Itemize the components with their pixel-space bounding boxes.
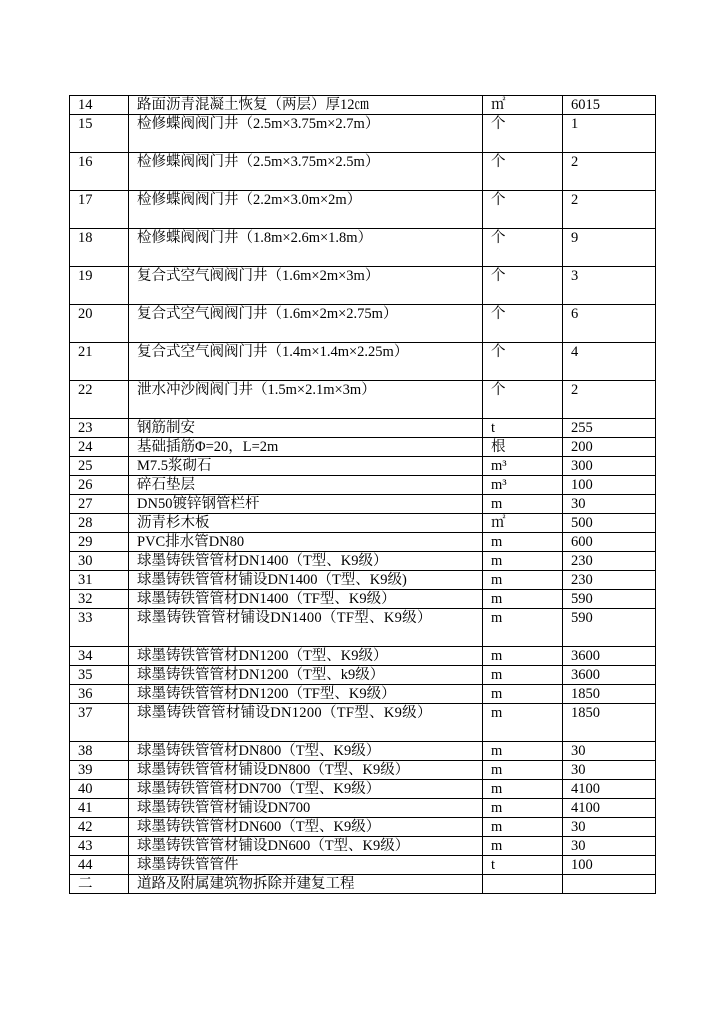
table-body	[70, 96, 656, 894]
unit-cell: m	[483, 647, 563, 666]
item-number-cell: 34	[70, 647, 129, 666]
item-number-cell: 18	[70, 229, 129, 267]
item-number-cell: 24	[70, 438, 129, 457]
unit-cell: m	[483, 818, 563, 837]
item-name-cell: 复合式空气阀阀门井（1.4m×1.4m×2.25m）	[129, 343, 483, 381]
unit-cell: m	[483, 609, 563, 647]
unit-cell: m	[483, 590, 563, 609]
quantity-cell: 230	[563, 552, 656, 571]
table-row	[70, 438, 656, 457]
item-number-cell: 31	[70, 571, 129, 590]
table-row	[70, 153, 656, 191]
quantity-cell: 1850	[563, 685, 656, 704]
table-row	[70, 590, 656, 609]
unit-cell	[483, 875, 563, 894]
quantity-cell: 2	[563, 191, 656, 229]
item-name-cell: 球墨铸铁管管件	[129, 856, 483, 875]
unit-cell: m	[483, 761, 563, 780]
table-row	[70, 685, 656, 704]
item-number-cell: 36	[70, 685, 129, 704]
quantity-cell: 2	[563, 381, 656, 419]
quantity-cell: 6015	[563, 96, 656, 115]
quantity-cell: 30	[563, 837, 656, 856]
unit-cell: m	[483, 837, 563, 856]
quantity-cell: 100	[563, 856, 656, 875]
item-name-cell: 球墨铸铁管管材DN600（T型、K9级）	[129, 818, 483, 837]
item-number-cell: 29	[70, 533, 129, 552]
table-row	[70, 780, 656, 799]
item-name-cell: M7.5浆砌石	[129, 457, 483, 476]
table-row	[70, 495, 656, 514]
item-name-cell: 复合式空气阀阀门井（1.6m×2m×2.75m）	[129, 305, 483, 343]
unit-cell: 个	[483, 305, 563, 343]
unit-cell: m	[483, 704, 563, 742]
table-row	[70, 191, 656, 229]
item-number-cell: 37	[70, 704, 129, 742]
quantity-cell	[563, 875, 656, 894]
table-row	[70, 96, 656, 115]
item-number-cell: 39	[70, 761, 129, 780]
quantity-cell: 600	[563, 533, 656, 552]
unit-cell: m	[483, 495, 563, 514]
table-row	[70, 647, 656, 666]
item-number-cell: 41	[70, 799, 129, 818]
table-row	[70, 742, 656, 761]
quantity-cell: 3	[563, 267, 656, 305]
item-number-cell: 17	[70, 191, 129, 229]
unit-cell: 个	[483, 153, 563, 191]
table-row	[70, 457, 656, 476]
table-row	[70, 514, 656, 533]
item-name-cell: 球墨铸铁管管材DN800（T型、K9级）	[129, 742, 483, 761]
item-number-cell: 26	[70, 476, 129, 495]
item-number-cell: 25	[70, 457, 129, 476]
item-number-cell: 33	[70, 609, 129, 647]
unit-cell: t	[483, 856, 563, 875]
unit-cell: m	[483, 799, 563, 818]
item-name-cell: 基础插筋Φ=20，L=2m	[129, 438, 483, 457]
unit-cell: 根	[483, 438, 563, 457]
quantity-cell: 1	[563, 115, 656, 153]
unit-cell: 个	[483, 115, 563, 153]
quantity-cell: 255	[563, 419, 656, 438]
item-name-cell: 球墨铸铁管管材DN1400（TF型、K9级）	[129, 590, 483, 609]
table-row	[70, 856, 656, 875]
table-row	[70, 115, 656, 153]
table-row	[70, 476, 656, 495]
item-number-cell: 32	[70, 590, 129, 609]
table-row	[70, 229, 656, 267]
item-name-cell: 检修蝶阀阀门井（1.8m×2.6m×1.8m）	[129, 229, 483, 267]
table-row	[70, 305, 656, 343]
table-row	[70, 837, 656, 856]
item-name-cell: 复合式空气阀阀门井（1.6m×2m×3m）	[129, 267, 483, 305]
quantity-cell: 100	[563, 476, 656, 495]
unit-cell: t	[483, 419, 563, 438]
table-row	[70, 267, 656, 305]
unit-cell: m³	[483, 476, 563, 495]
table-row	[70, 704, 656, 742]
item-name-cell: 球墨铸铁管管材DN1200（T型、k9级）	[129, 666, 483, 685]
quantity-cell: 9	[563, 229, 656, 267]
quantity-cell: 6	[563, 305, 656, 343]
item-number-cell: 21	[70, 343, 129, 381]
quantity-cell: 3600	[563, 666, 656, 685]
item-number-cell: 二	[70, 875, 129, 894]
item-name-cell: PVC排水管DN80	[129, 533, 483, 552]
unit-cell: m	[483, 666, 563, 685]
item-name-cell: 球墨铸铁管管材铺设DN1400（T型、K9级)	[129, 571, 483, 590]
item-name-cell: 球墨铸铁管管材铺设DN600（T型、K9级）	[129, 837, 483, 856]
unit-cell: 个	[483, 191, 563, 229]
unit-cell: m	[483, 780, 563, 799]
quantity-cell: 1850	[563, 704, 656, 742]
item-name-cell: 道路及附属建筑物拆除并建复工程	[129, 875, 483, 894]
item-name-cell: 路面沥青混凝土恢复（两层）厚12㎝	[129, 96, 483, 115]
table-row	[70, 799, 656, 818]
quantity-cell: 590	[563, 590, 656, 609]
unit-cell: ㎡	[483, 514, 563, 533]
item-number-cell: 42	[70, 818, 129, 837]
item-name-cell: 球墨铸铁管管材铺设DN800（T型、K9级）	[129, 761, 483, 780]
table-row	[70, 875, 656, 894]
item-number-cell: 44	[70, 856, 129, 875]
table-row	[70, 419, 656, 438]
table-row	[70, 761, 656, 780]
unit-cell: m	[483, 685, 563, 704]
quantity-cell: 4100	[563, 799, 656, 818]
item-name-cell: 球墨铸铁管管材DN1200（T型、K9级）	[129, 647, 483, 666]
item-number-cell: 16	[70, 153, 129, 191]
quantity-cell: 2	[563, 153, 656, 191]
unit-cell: 个	[483, 267, 563, 305]
item-name-cell: 检修蝶阀阀门井（2.2m×3.0m×2m）	[129, 191, 483, 229]
quantity-cell: 30	[563, 818, 656, 837]
item-name-cell: 泄水冲沙阀阀门井（1.5m×2.1m×3m）	[129, 381, 483, 419]
quantity-cell: 3600	[563, 647, 656, 666]
item-number-cell: 40	[70, 780, 129, 799]
item-name-cell: 球墨铸铁管管材DN1200（TF型、K9级）	[129, 685, 483, 704]
table-row	[70, 381, 656, 419]
item-name-cell: 球墨铸铁管管材铺设DN700	[129, 799, 483, 818]
table-row	[70, 666, 656, 685]
quantity-cell: 300	[563, 457, 656, 476]
unit-cell: ㎡	[483, 96, 563, 115]
unit-cell: m	[483, 742, 563, 761]
table-row	[70, 533, 656, 552]
item-number-cell: 30	[70, 552, 129, 571]
table-row	[70, 343, 656, 381]
unit-cell: 个	[483, 229, 563, 267]
item-number-cell: 23	[70, 419, 129, 438]
item-number-cell: 22	[70, 381, 129, 419]
unit-cell: 个	[483, 343, 563, 381]
item-number-cell: 28	[70, 514, 129, 533]
quantity-table	[69, 95, 656, 894]
table-row	[70, 552, 656, 571]
unit-cell: m	[483, 533, 563, 552]
item-number-cell: 15	[70, 115, 129, 153]
item-name-cell: 球墨铸铁管管材铺设DN1200（TF型、K9级）	[129, 704, 483, 742]
item-name-cell: 球墨铸铁管管材DN1400（T型、K9级）	[129, 552, 483, 571]
item-name-cell: DN50镀锌钢管栏杆	[129, 495, 483, 514]
unit-cell: m	[483, 552, 563, 571]
item-number-cell: 19	[70, 267, 129, 305]
item-name-cell: 钢筋制安	[129, 419, 483, 438]
table-row	[70, 571, 656, 590]
item-name-cell: 检修蝶阀阀门井（2.5m×3.75m×2.7m）	[129, 115, 483, 153]
item-number-cell: 27	[70, 495, 129, 514]
item-name-cell: 碎石垫层	[129, 476, 483, 495]
unit-cell: m³	[483, 457, 563, 476]
unit-cell: m	[483, 571, 563, 590]
item-name-cell: 球墨铸铁管管材铺设DN1400（TF型、K9级）	[129, 609, 483, 647]
item-number-cell: 38	[70, 742, 129, 761]
quantity-cell: 230	[563, 571, 656, 590]
quantity-cell: 30	[563, 742, 656, 761]
item-number-cell: 35	[70, 666, 129, 685]
item-number-cell: 20	[70, 305, 129, 343]
quantity-cell: 4	[563, 343, 656, 381]
item-name-cell: 检修蝶阀阀门井（2.5m×3.75m×2.5m）	[129, 153, 483, 191]
item-number-cell: 14	[70, 96, 129, 115]
quantity-cell: 30	[563, 761, 656, 780]
item-name-cell: 沥青杉木板	[129, 514, 483, 533]
quantity-cell: 200	[563, 438, 656, 457]
quantity-cell: 590	[563, 609, 656, 647]
item-name-cell: 球墨铸铁管管材DN700（T型、K9级）	[129, 780, 483, 799]
unit-cell: 个	[483, 381, 563, 419]
quantity-cell: 4100	[563, 780, 656, 799]
quantity-cell: 30	[563, 495, 656, 514]
table-row	[70, 609, 656, 647]
table-row	[70, 818, 656, 837]
quantity-cell: 500	[563, 514, 656, 533]
item-number-cell: 43	[70, 837, 129, 856]
